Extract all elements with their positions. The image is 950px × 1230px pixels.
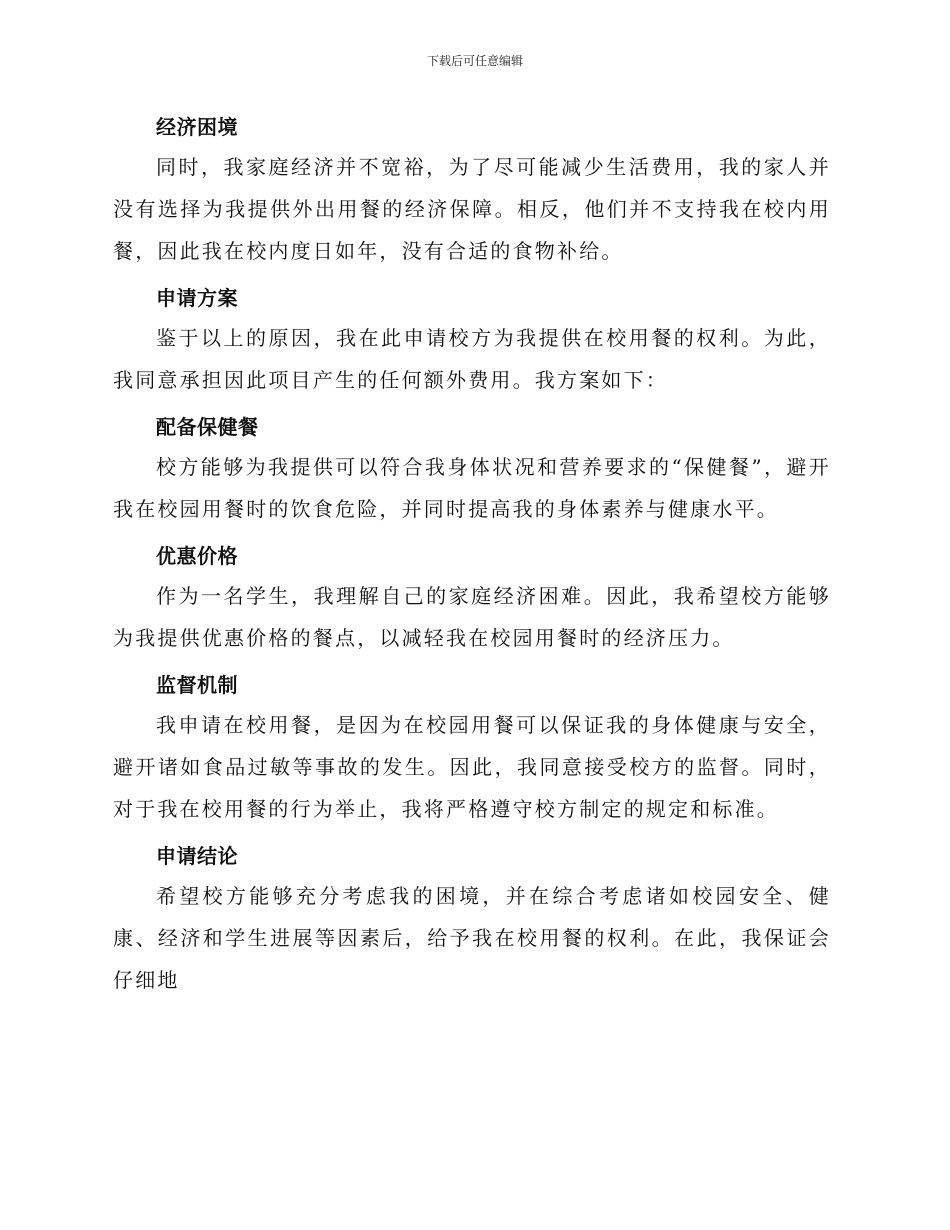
section-conclusion: [113, 838, 831, 1001]
section-heading: 申请结论: [156, 844, 238, 868]
section-heading: 优惠价格: [156, 544, 238, 568]
section-economic-hardship: [113, 109, 831, 272]
section-paragraph: 同时，我家庭经济并不宽裕，为了尽可能减少生活费用，我的家人并没有选择为我提供外出用餐的经济保障。相反，他们并不支持我在校内用餐，因此我在校内度日如年，没有合适的食物补给。: [113, 155, 831, 263]
section-application-plan: [113, 280, 831, 401]
section-heading: 申请方案: [156, 286, 238, 310]
section-paragraph: 我申请在校用餐，是因为在校园用餐可以保证我的身体健康与安全，避开诸如食品过敏等事故的发生。因此，我同意接受校方的监督。同时，对于我在校用餐的行为举止，我将严格遵守校方制定的规定和标准。: [113, 713, 831, 821]
section-heading: 配备保健餐: [156, 415, 259, 439]
section-discount-price: [113, 538, 831, 659]
document-body: [113, 109, 831, 1009]
section-paragraph: 作为一名学生，我理解自己的家庭经济困难。因此，我希望校方能够为我提供优惠价格的餐点，以减轻我在校园用餐时的经济压力。: [113, 584, 831, 650]
section-supervision: [113, 667, 831, 830]
section-paragraph: 校方能够为我提供可以符合我身体状况和营养要求的“保健餐”，避开我在校园用餐时的饮食危险，并同时提高我的身体素养与健康水平。: [113, 455, 831, 521]
section-paragraph: 鉴于以上的原因，我在此申请校方为我提供在校用餐的权利。为此，我同意承担因此项目产生的任何额外费用。我方案如下：: [113, 326, 831, 392]
section-heading: 经济困境: [156, 115, 238, 139]
page-header: 下载后可任意编辑: [426, 54, 523, 68]
section-heading: 监督机制: [156, 673, 238, 697]
section-health-meal: [113, 409, 831, 530]
section-paragraph: 希望校方能够充分考虑我的困境，并在综合考虑诸如校园安全、健康、经济和学生进展等因素后，给予我在校用餐的权利。在此，我保证会仔细地: [113, 884, 831, 992]
